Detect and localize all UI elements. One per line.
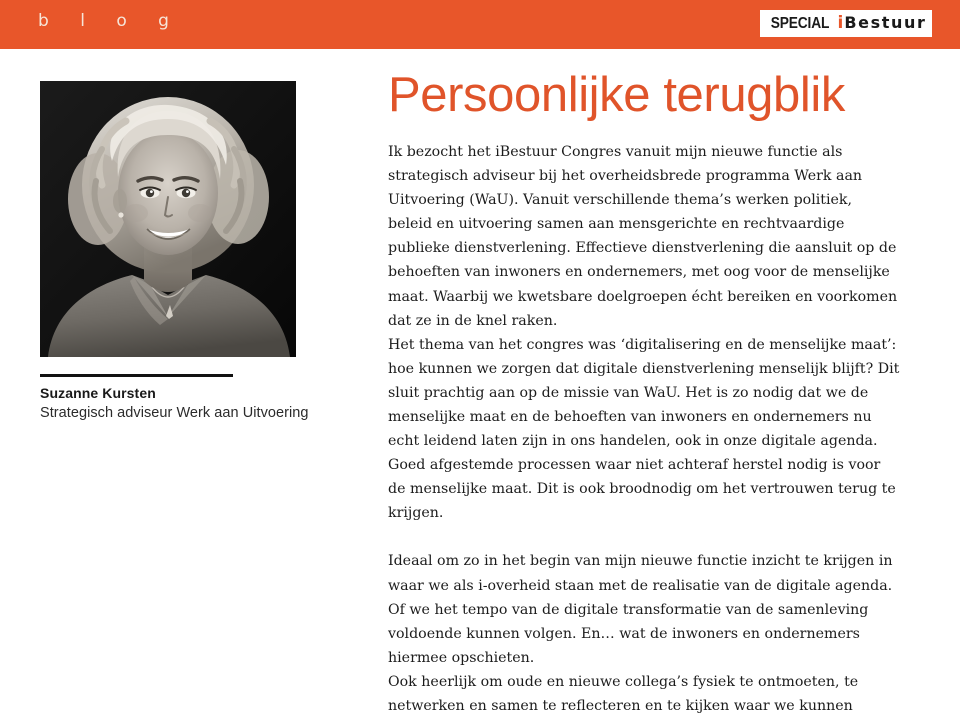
sidebar-author-block: [40, 81, 296, 357]
article-body: [388, 140, 900, 718]
blog-wordmark: b l o g: [38, 11, 182, 31]
logo-special-text: SPECIAL: [770, 15, 829, 32]
article-paragraph-4: Ook heerlijk om oude en nieuwe collega’s fysiek te ontmoeten, te netwerken en samen te reflecteren en te kijken waar we kunnen: [388, 673, 859, 714]
article-column: [388, 70, 900, 718]
logo-bestuur-text: Bestuur: [844, 13, 927, 32]
page-title: Persoonlijke terugblik: [388, 68, 845, 122]
author-name: Suzanne Kursten: [40, 385, 156, 401]
ibestuur-special-logo[interactable]: [760, 10, 932, 37]
portrait-photo: [40, 81, 296, 357]
caption-divider-rule: [40, 374, 233, 377]
author-role: Strategisch adviseur Werk aan Uitvoering: [40, 405, 309, 421]
article-paragraph-3: Ideaal om zo in het begin van mijn nieuwe functie inzicht te krijgen in waar we als i-overheid staan met de realisatie van de digitale agenda. Of we het tempo van de digitale transformatie van de samenleving voldoende kunnen volgen. En… wat de inwoners en ondernemers hiermee opschieten.: [388, 553, 893, 666]
header-bar: [0, 0, 960, 49]
portrait-photo-illustration: [40, 81, 296, 357]
article-paragraph-1: Ik bezocht het iBestuur Congres vanuit mijn nieuwe functie als strategisch adviseur bij het overheidsbrede programma Werk aan Uitvoering (WaU). Vanuit verschillende thema’s werken politiek, beleid en uitvoering samen aan mensgerichte en rechtvaardige publieke dienstverlening. Effectieve dienstverlening die aansluit op de behoeften van inwoners en ondernemers, met oog voor de menselijke maat. Waarbij we kwetsbare doelgroepen écht bereiken en voorkomen dat ze in de knel raken.: [388, 143, 898, 329]
logo-inner: [766, 15, 927, 32]
article-paragraph-2: Het thema van het congres was ‘digitalisering en de menselijke maat’: hoe kunnen we zorgen dat digitale dienstverlening menselijk blijft? Dit sluit prachtig aan op de missie van WaU. Het is zo nodig dat we de menselijke maat en de behoeften van inwoners en ondernemers nu echt leidend laten zijn in ons handelen, ook in onze digitale agenda. Goed afgestemde processen waar niet achteraf herstel nodig is voor de menselijke maat. Dit is ook broodnodig om het vertrouwen terug te krijgen.: [388, 336, 900, 522]
logo-i-text: i: [837, 13, 844, 33]
